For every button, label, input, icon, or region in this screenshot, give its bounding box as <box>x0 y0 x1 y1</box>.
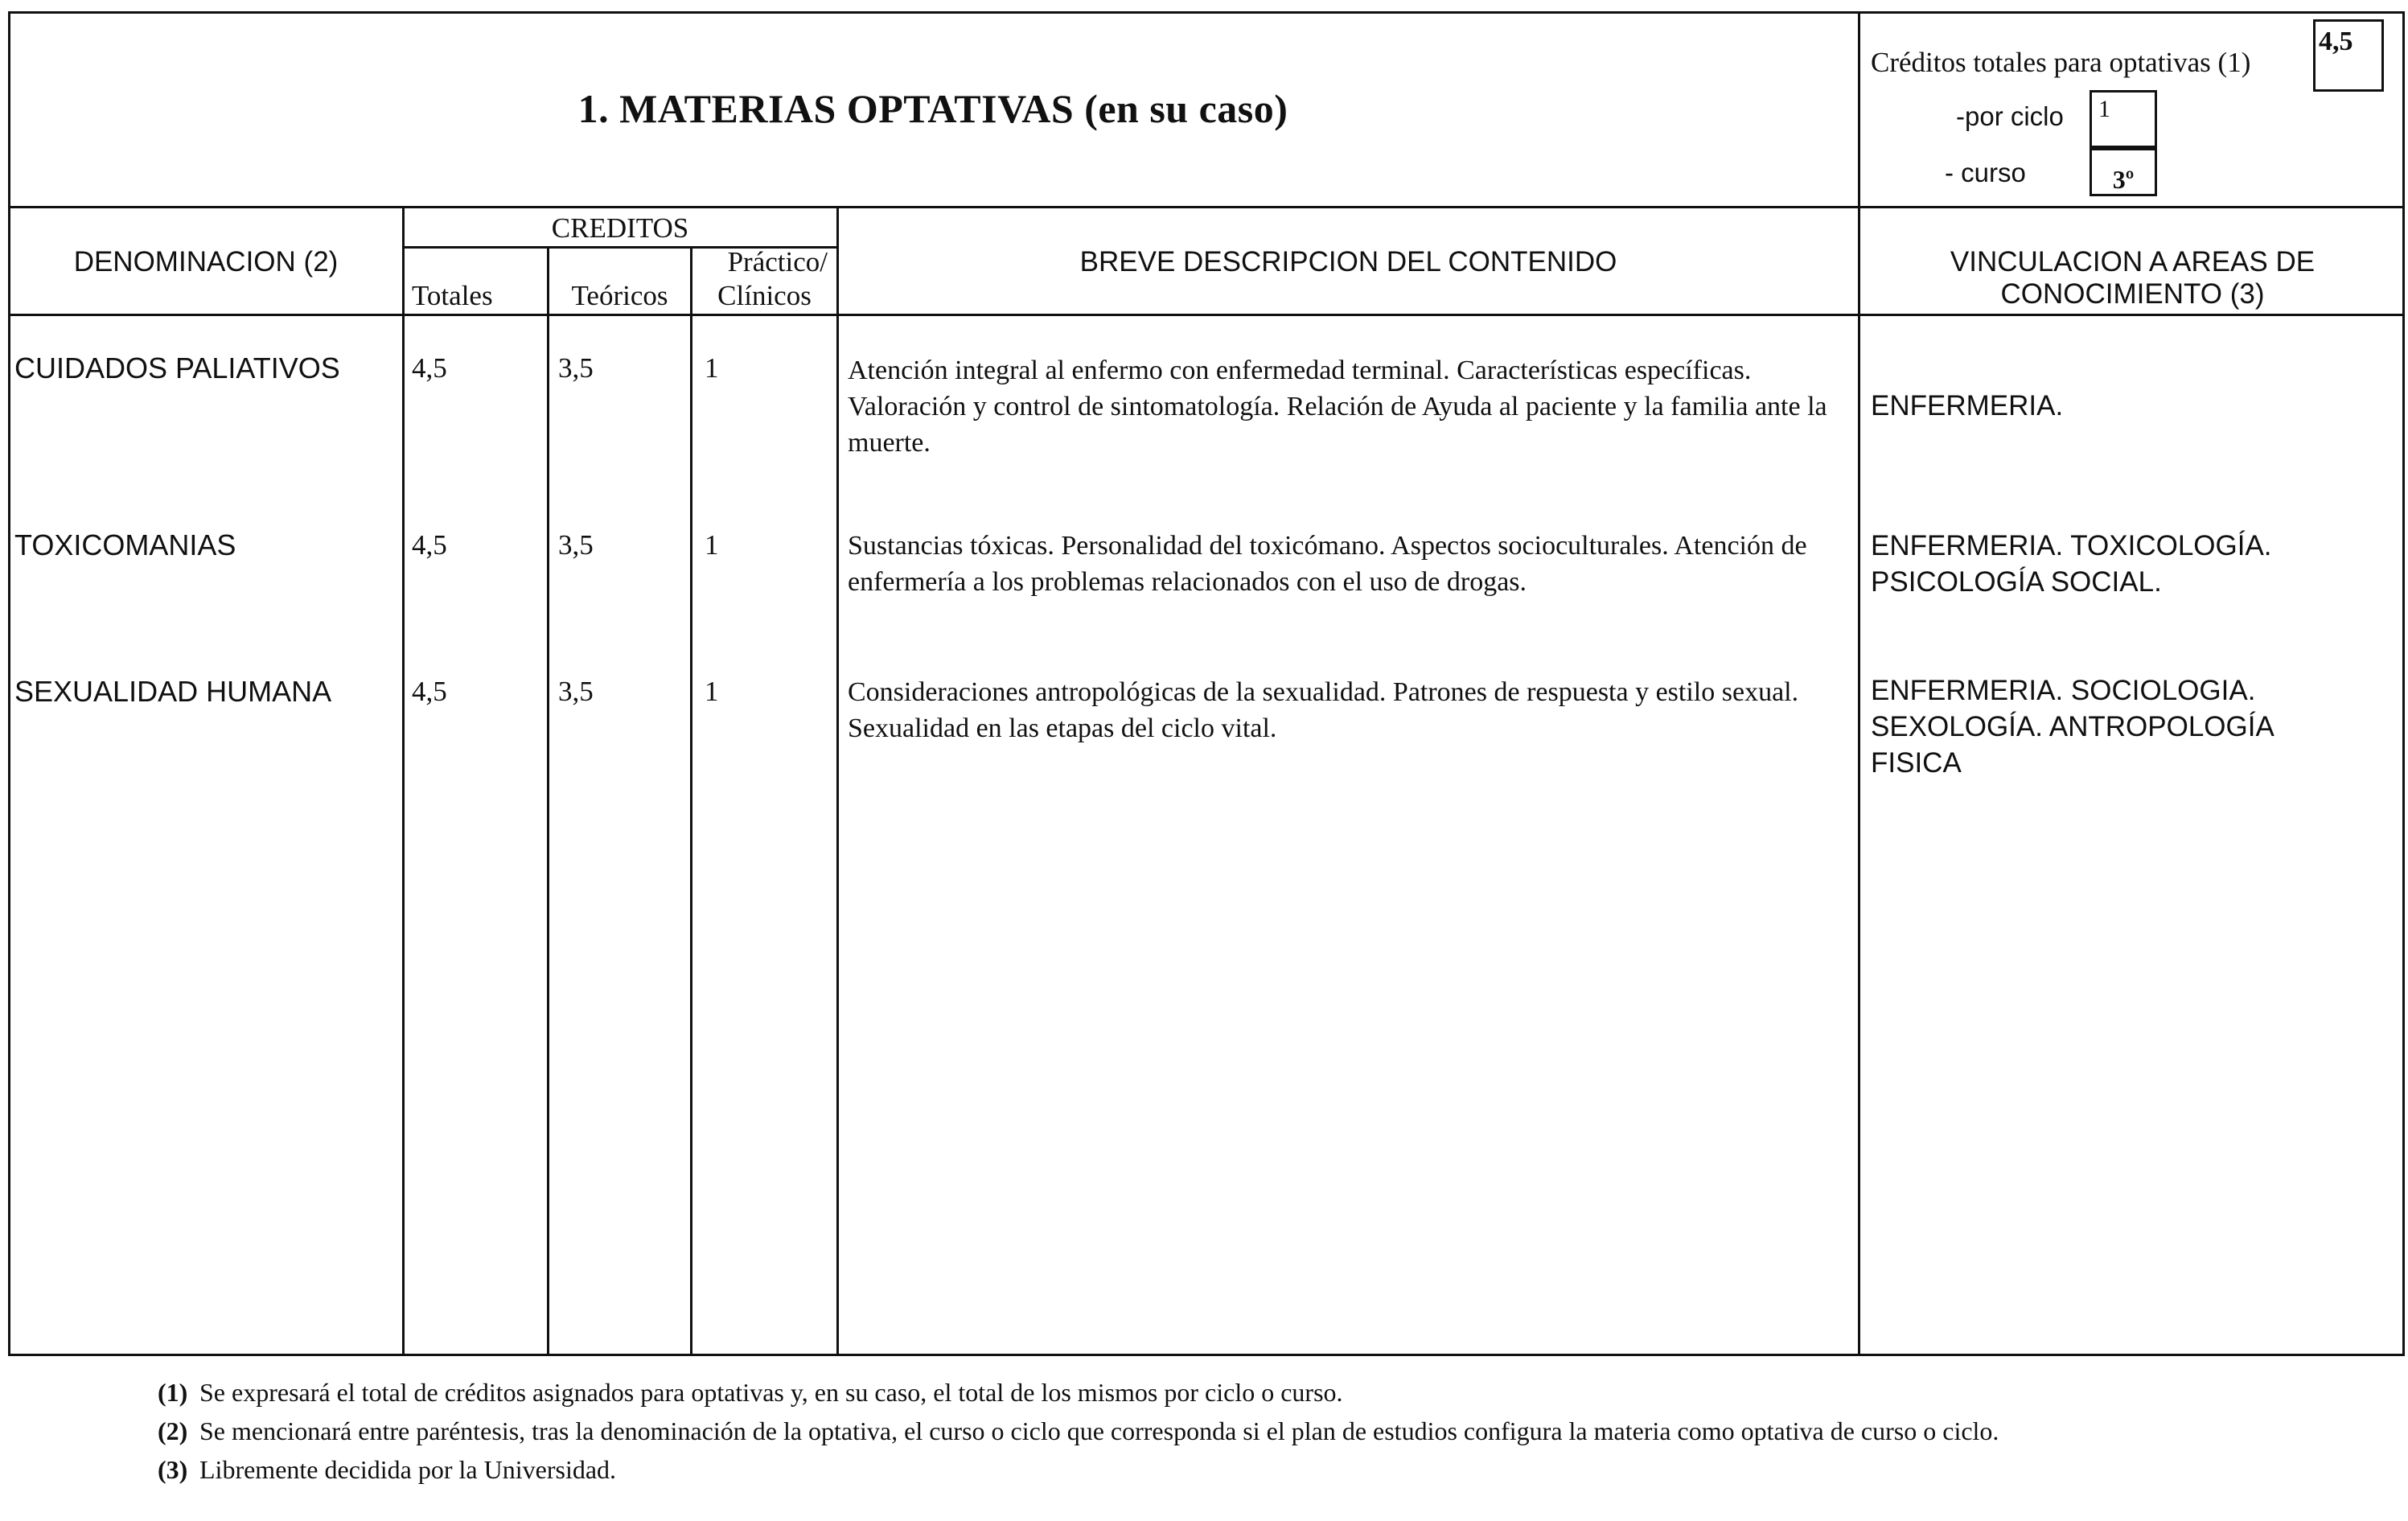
footnote <box>158 1414 2377 1448</box>
divider <box>1858 11 1860 1356</box>
footnote-number: (3) <box>158 1455 188 1484</box>
divider <box>402 206 405 1356</box>
row-3-name: SEXUALIDAD HUMANA <box>14 675 332 708</box>
header-practicos: Práctico/ <box>727 246 828 277</box>
divider <box>8 314 2405 316</box>
footnote-text: Se mencionará entre paréntesis, tras la denominación de la optativa, el curso o ciclo que corresponda si el plan de estudios configura la materia como optativa de curso o ciclo. <box>199 1416 1999 1445</box>
row-2-practicos: 1 <box>705 529 719 561</box>
row-2-descripcion: Sustancias tóxicas. Personalidad del toxicómano. Aspectos socioculturales. Atención de enfermería a los problemas relacionados con el uso de drogas. <box>848 531 1807 597</box>
divider <box>547 246 549 1356</box>
por-ciclo-label: -por ciclo <box>1956 101 2064 131</box>
footnote-number: (1) <box>158 1378 188 1407</box>
row-1-descripcion: Atención integral al enfermo con enfermedad terminal. Características específicas. Valoración y control de sintomatología. Relación de Ayuda al paciente y la familia ante la muerte. <box>848 356 1827 458</box>
row-1-name: CUIDADOS PALIATIVOS <box>14 351 340 384</box>
footnote-number: (2) <box>158 1416 188 1445</box>
header-descripcion: BREVE DESCRIPCION DEL CONTENIDO <box>1079 246 1617 277</box>
row-3-totales: 4,5 <box>412 676 447 707</box>
row-2-name: TOXICOMANIAS <box>14 528 236 561</box>
total-credits-box: 4,5 <box>2313 19 2384 92</box>
row-2-totales: 4,5 <box>412 529 447 561</box>
footnotes <box>158 1375 2377 1491</box>
header-creditos: CREDITOS <box>551 212 689 244</box>
curso-label: - curso <box>1945 158 2026 187</box>
row-2-areas: ENFERMERIA. TOXICOLOGÍA. PSICOLOGÍA SOCIAL. <box>1871 530 2272 598</box>
header-teoricos: Teóricos <box>571 280 668 311</box>
header-denominacion: DENOMINACION (2) <box>73 246 339 277</box>
row-1-practicos: 1 <box>705 352 719 384</box>
row-3-teoricos: 3,5 <box>558 676 594 707</box>
header-vinculacion-line2: CONOCIMIENTO (3) <box>2000 278 2265 310</box>
header-totales: Totales <box>412 280 493 311</box>
divider <box>690 246 692 1356</box>
por-ciclo-box: 1 <box>2090 90 2157 148</box>
page-title: 1. MATERIAS OPTATIVAS (en su caso) <box>577 86 1288 131</box>
row-2-teoricos: 3,5 <box>558 529 594 561</box>
curso-box: 3º <box>2090 148 2157 196</box>
footnote <box>158 1453 2377 1486</box>
row-3-practicos: 1 <box>705 676 719 707</box>
footnote-text: Libremente decidida por la Universidad. <box>199 1455 617 1484</box>
divider <box>8 206 2405 208</box>
row-1-totales: 4,5 <box>412 352 447 384</box>
row-1-teoricos: 3,5 <box>558 352 594 384</box>
header-vinculacion-line1: VINCULACION A AREAS DE <box>1950 246 2316 277</box>
footnote <box>158 1375 2377 1409</box>
divider <box>836 206 839 1356</box>
header-clinicos: Clínicos <box>717 280 812 311</box>
row-1-areas: ENFERMERIA. <box>1871 390 2064 421</box>
row-3-areas: ENFERMERIA. SOCIOLOGIA. SEXOLOGÍA. ANTROPOLOGÍA FISICA <box>1871 675 2273 779</box>
footnote-text: Se expresará el total de créditos asignados para optativas y, en su caso, el total de los mismos por ciclo o curso. <box>199 1378 1343 1407</box>
row-3-descripcion: Consideraciones antropológicas de la sexualidad. Patrones de respuesta y estilo sexual. Sexualidad en las etapas del ciclo vital. <box>848 677 1799 743</box>
total-credits-label: Créditos totales para optativas (1) <box>1871 47 2251 78</box>
